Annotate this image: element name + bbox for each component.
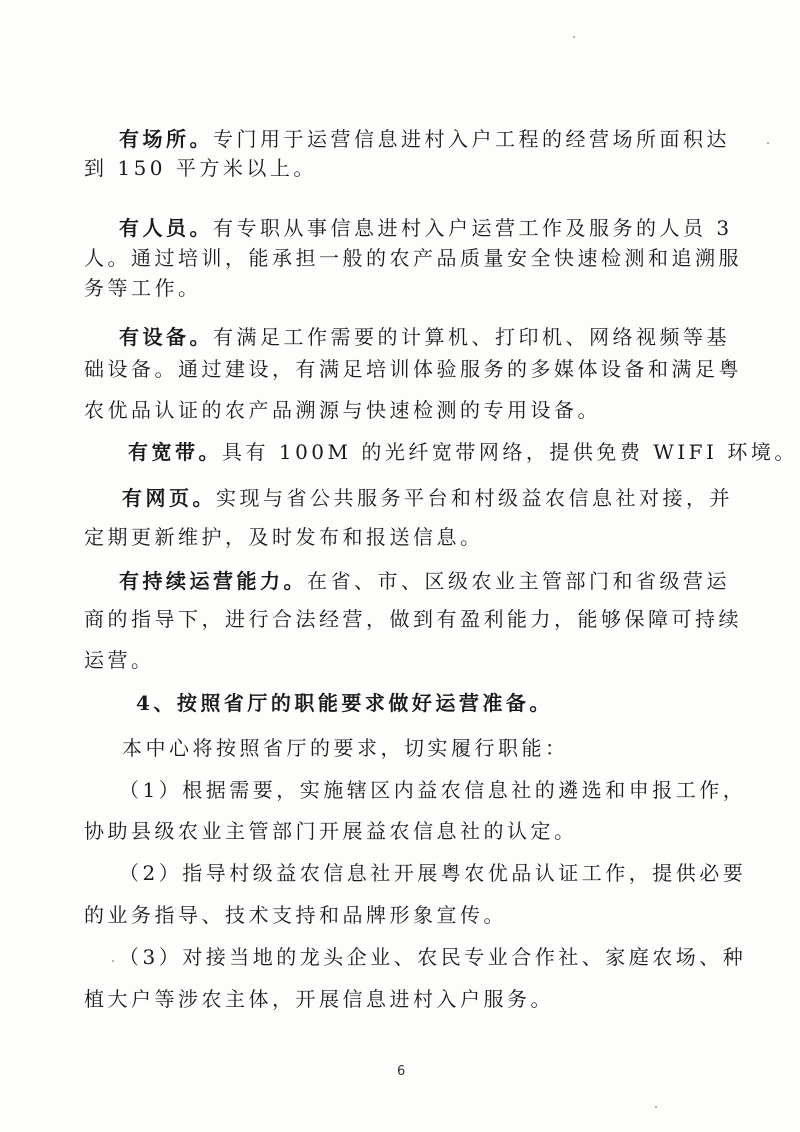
list-item-1-line-2: 协助县级农业主管部门开展益农信息社的认定。 bbox=[84, 819, 578, 843]
paragraph-staff-line-2: 人。通过培训，能承担一般的农产品质量安全快速检测和追溯服 bbox=[84, 246, 742, 270]
list-item-1-line-1: （1）根据需要，实施辖区内益农信息社的遴选和申报工作， bbox=[119, 778, 747, 802]
paragraph-broadband-line-1 bbox=[128, 439, 798, 465]
paragraph-operation-text: 在省、市、区级农业主管部门和省级营运 bbox=[307, 569, 730, 593]
paragraph-equipment-text: 有满足工作需要的计算机、打印机、网络视频等基 bbox=[213, 325, 730, 349]
paragraph-operation-line-3: 运营。 bbox=[84, 648, 155, 672]
scan-speck bbox=[655, 1106, 657, 1108]
paragraph-operation-line-2: 商的指导下，进行合法经营，做到有盈利能力，能够保障可持续 bbox=[84, 607, 742, 631]
paragraph-venue-line-1 bbox=[119, 126, 730, 152]
paragraph-operation-line-1 bbox=[119, 568, 730, 594]
scan-speck bbox=[112, 960, 114, 962]
intro-text: 本中心将按照省厅的要求，切实履行职能： bbox=[122, 736, 569, 760]
paragraph-staff-line-1 bbox=[119, 215, 733, 241]
paragraph-equipment-lead: 有设备。 bbox=[119, 325, 213, 349]
paragraph-equipment-line-3: 农优品认证的农产品溯源与快速检测的专用设备。 bbox=[84, 398, 601, 422]
paragraph-staff-text: 有专职从事信息进村入户运营工作及服务的人员 3 bbox=[213, 216, 733, 240]
paragraph-broadband-text: 具有 100M 的光纤宽带网络，提供免费 WIFI 环境。 bbox=[222, 440, 798, 464]
list-item-2-line-1: （2）指导村级益农信息社开展粤农优品认证工作，提供必要 bbox=[119, 861, 747, 885]
scan-speck bbox=[573, 36, 575, 38]
paragraph-venue-lead: 有场所。 bbox=[119, 127, 213, 151]
paragraph-webpage-text: 实现与省公共服务平台和村级益农信息社对接，并 bbox=[216, 486, 733, 510]
list-item-2-line-2: 的业务指导、技术支持和品牌形象宣传。 bbox=[84, 903, 507, 927]
scan-speck bbox=[767, 142, 769, 144]
paragraph-staff-lead: 有人员。 bbox=[119, 216, 213, 240]
paragraph-equipment-line-2: 础设备。通过建设，有满足培训体验服务的多媒体设备和满足粤 bbox=[84, 357, 742, 381]
paragraph-venue-line-2: 到 150 平方米以上。 bbox=[84, 156, 317, 180]
paragraph-equipment-line-1 bbox=[119, 324, 730, 350]
list-item-3-line-1: （3）对接当地的龙头企业、农民专业合作社、家庭农场、种 bbox=[119, 945, 747, 969]
list-item-3-line-2: 植大户等涉农主体，开展信息进村入户服务。 bbox=[84, 987, 554, 1011]
paragraph-webpage-line-1 bbox=[122, 485, 733, 511]
paragraph-staff-line-3: 务等工作。 bbox=[84, 276, 202, 300]
paragraph-webpage-line-2: 定期更新维护，及时发布和报送信息。 bbox=[84, 525, 484, 549]
paragraph-broadband-lead: 有宽带。 bbox=[128, 440, 222, 464]
page-number: 6 bbox=[397, 1064, 406, 1079]
paragraph-webpage-lead: 有网页。 bbox=[122, 486, 216, 510]
paragraph-operation-lead: 有持续运营能力。 bbox=[119, 569, 307, 593]
section-heading: 4、按照省厅的职能要求做好运营准备。 bbox=[136, 691, 553, 715]
paragraph-venue-text: 专门用于运营信息进村入户工程的经营场所面积达 bbox=[213, 127, 730, 151]
